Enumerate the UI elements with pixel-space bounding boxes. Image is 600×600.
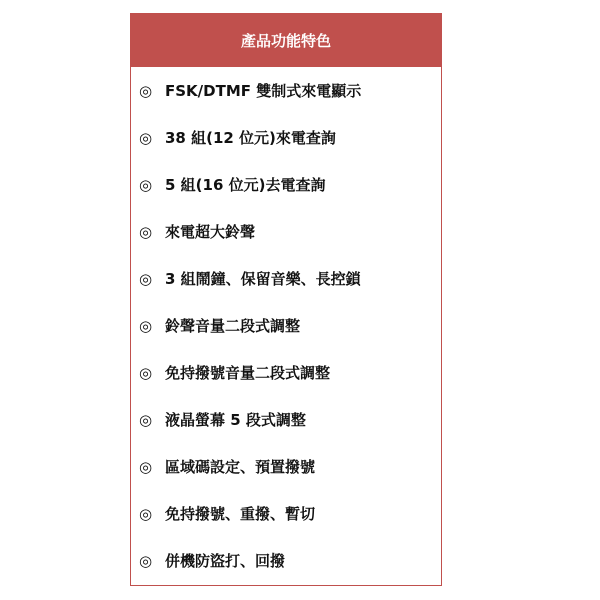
- list-item: [131, 396, 441, 443]
- list-item: [131, 302, 441, 349]
- feature-panel: [130, 13, 442, 586]
- list-item: [131, 443, 441, 490]
- bullet-icon: ◎: [139, 175, 153, 194]
- bullet-icon: ◎: [139, 269, 153, 288]
- feature-text: 免持撥號音量二段式調整: [165, 364, 331, 382]
- list-item: [131, 67, 441, 114]
- feature-text: 5 組(16 位元)去電查詢: [165, 176, 326, 194]
- bullet-icon: ◎: [139, 222, 153, 241]
- bullet-icon: ◎: [139, 363, 153, 382]
- bullet-icon: ◎: [139, 457, 153, 476]
- feature-text: 免持撥號、重撥、暫切: [165, 505, 316, 523]
- bullet-icon: ◎: [139, 410, 153, 429]
- panel-title: 產品功能特色: [131, 14, 441, 67]
- list-item: [131, 537, 441, 584]
- feature-text: FSK/DTMF 雙制式來電顯示: [165, 82, 362, 100]
- feature-text: 區域碼設定、預置撥號: [165, 458, 316, 476]
- bullet-icon: ◎: [139, 504, 153, 523]
- bullet-icon: ◎: [139, 81, 153, 100]
- list-item: [131, 490, 441, 537]
- feature-text: 鈴聲音量二段式調整: [165, 317, 301, 335]
- list-item: [131, 208, 441, 255]
- feature-text: 38 組(12 位元)來電查詢: [165, 129, 336, 147]
- feature-text: 3 組鬧鐘、保留音樂、長控鎖: [165, 270, 361, 288]
- bullet-icon: ◎: [139, 551, 153, 570]
- bullet-icon: ◎: [139, 316, 153, 335]
- list-item: [131, 114, 441, 161]
- feature-text: 液晶螢幕 5 段式調整: [165, 411, 306, 429]
- list-item: [131, 349, 441, 396]
- bullet-icon: ◎: [139, 128, 153, 147]
- list-item: [131, 255, 441, 302]
- list-item: [131, 161, 441, 208]
- feature-text: 來電超大鈴聲: [165, 223, 256, 241]
- feature-list: [131, 67, 441, 584]
- feature-text: 併機防盜打、回撥: [165, 552, 286, 570]
